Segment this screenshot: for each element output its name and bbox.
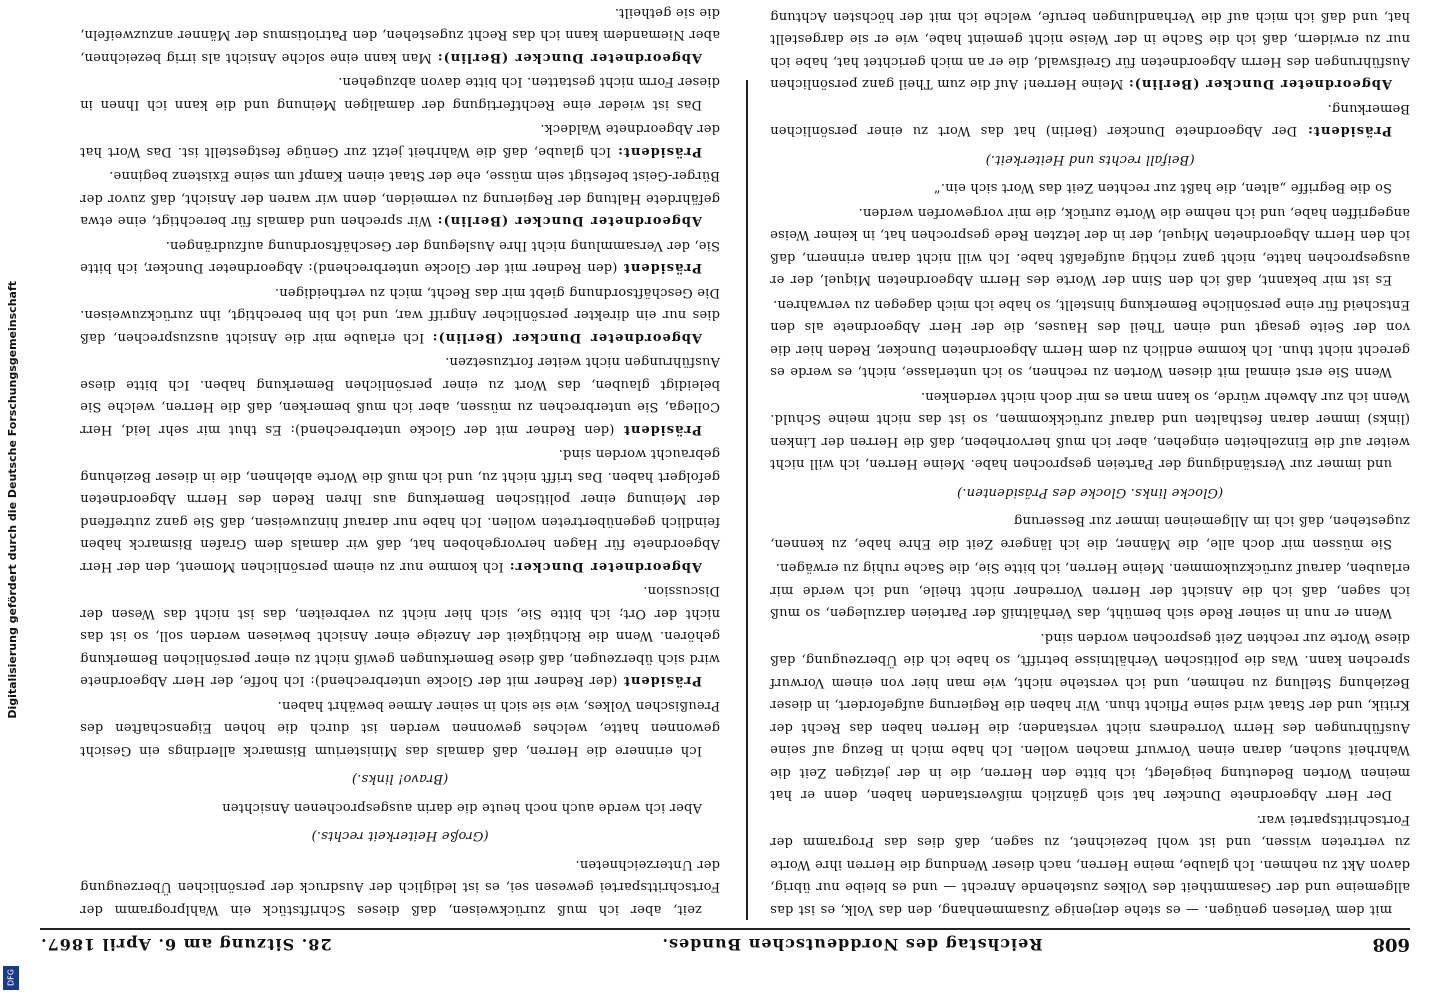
speaker-text: Man kann eine solche Ansicht als irrig bezeichnen, aber Niemandem kann ich das Recht zugestehen, den Patriotismus der Männer anzuzweifeln, die sie getheilt. (80, 5, 720, 65)
speaker-paragraph (80, 164, 720, 232)
stage-direction: (Bravo! links.) (351, 771, 449, 787)
speaker-paragraph (80, 579, 720, 692)
speaker-name: Präsident (622, 422, 702, 437)
page-title: Reichstag des Norddeutschen Bundes. (661, 935, 1043, 955)
speaker-paragraph (80, 281, 720, 349)
paragraph: Sie müssen mir doch alle, die Männer, die ich längere Zeit die Ehre habe, zu kennen, zugestehen, daß ich im Allgemeinen immer zur Besserung (770, 513, 1410, 551)
speaker-text: (den Redner mit der Glocke unterbrechend): Es thut mir sehr leid, Herr Collega, Sie unterbrechen zu müssen, aber ich muß bemerken, daß die Herren, welche Sie beleidigt glauben, das Wort zu einer persönlichen Bemerkung haben. Ich bitte diese Ausführungen nicht weiter fortzusetzen. (80, 354, 720, 437)
paragraph: zeit, aber ich muß zurückweisen, daß dieses Schriftstück ein Wahlprogramm der Fortschrittspartei gewesen sei, es ist lediglich der Ausdruck der persönlichen Überzeugung der Unterzeichneten. (80, 857, 720, 917)
paragraph: Der Herr Abgeordnete Duncker hat sich gänzlich mißverstanden haben, denn er hat meinen Worten Bedeutung beigelegt, ich bitte den Herren, die in der jetzigen Zeit die Wahrheit suchen, daran einen Vorwurf machen wollen. Ich habe mich in Bezug auf seine Ausführungen des Herrn Vorredners nicht verstanden; die Herren haben das Recht der Kritik, und der Staat wird seine Pflicht thun. Wir haben die Regierung aufgefordert, in dieser Beziehung Stellung zu nehmen, und ich verstehe nicht, wie man hier von einem Vorwurf sprechen kann. Was die politischen Verhältnisse betrifft, so habe ich die Überzeugung, daß diese Worte zur rechten Zeit gesprochen worden sind. (770, 630, 1410, 803)
speaker-paragraph (80, 234, 720, 279)
rotated-page-content (40, 5, 1410, 960)
digitization-credit (4, 20, 20, 980)
speaker-text: Wir sprechen und damals für berechtigt, eine etwa gefährdete Haltung der Regierung zu vermeiden, denn wir waren der Ansicht, daß zuvor der Bürger-Geist befestigt sein müsse, ehe der Staat einen Kampf um seine Existenz beginne. (80, 168, 720, 229)
speaker-text: Ich glaube, daß die Wahrheit jetzt zur Genüge festgestellt ist. Das Wort hat der Abgeordnete Waldeck. (80, 121, 720, 159)
right-column (80, 5, 720, 920)
speaker-text: Der Abgeordnete Duncker (Berlin) hat das Wort zu einer persönlichen Bemerkung. (770, 101, 1410, 139)
column-divider (746, 80, 748, 920)
speaker-paragraph (80, 117, 720, 162)
paragraph: Wenn er nun in seiner Rede sich bemüht, das Verhältniß der Parteien darzulegen, so muß ich sagen, daß ich die Ansicht der Herren Vorredner nicht theile, und ich werde mir erlauben, darauf zurückzukommen. Meine Herren, ich bitte Sie, die Sache ruhig zu erwägen. (770, 560, 1410, 621)
dfg-logo-text: DFG (6, 969, 16, 987)
speaker-paragraph (80, 442, 720, 577)
page-header (40, 928, 1410, 960)
paragraph: Ich erinnere die Herren, daß damals das Ministerium Bismarck allerdings ein Gesicht gewonnen hatte, welches gewonnen werden ist durch die hohen Eigenschaften des Preußischen Volkes, wie sie sich in seiner Armee bewährt haben. (80, 698, 720, 758)
speaker-name: Präsident: (1307, 123, 1392, 139)
speaker-paragraph (80, 350, 720, 440)
speaker-name: Abgeordneter Duncker (Berlin): (1127, 76, 1392, 92)
speaker-name: Abgeordneter Duncker: (508, 559, 702, 574)
speaker-text: Ich erlaube mir die Ansicht auszusprechen, daß dies nur ein direkter persönlicher Angriff war, und ich bin berechtigt, ihn zurückzuweisen. Die Geschäftsordnung giebt mir das Recht, mich zu vertheidigen. (80, 285, 720, 345)
paragraph: Aber ich werde auch noch heute die darin ausgesprochenen Ansichten (221, 800, 702, 815)
paragraph: So die Begriffe „alten, die haßt zur rechten Zeit das Wort sich ein.“ (933, 180, 1392, 196)
session-title: 28. Sitzung am 6. April 1867. (40, 935, 332, 955)
stage-direction: (Beifall rechts und Heiterkeit.) (985, 152, 1195, 167)
paragraph: und immer zur Verständigung der Parteien gesprochen habe. Meine Herren, ich will nicht weiter auf die Einzelheiten eingehen, aber ich muß hervorheben, daß die Herren der Linken (links) immer daran festhalten und darauf zurückkommen, so ist das nicht meine Schuld. Wenn ich zur Abwehr würde, so kann man es mir doch nicht verdenken. (770, 389, 1410, 472)
speaker-text: Ich komme nur zu einem persönlichen Moment, den der Herr Abgeordnete für Hagen hervorgehoben hat, daß wir damals dem Grafen Bismarck haben feindlich gegenübertreten wollen. Ich habe nur darauf hinzuweisen, daß Sie ganz zutreffend der Meinung einer politischen Bemerkung aus Ihren Reden des Herrn Abgeordneten gefolgert haben. Das trifft nicht zu, und ich muß die Worte ablehnen, die in dieser Beziehung gebraucht worden sind. (80, 446, 720, 574)
speaker-name: Präsident: (617, 144, 702, 159)
paragraph: Wenn Sie erst einmal mit diesen Worten zu rechnen, so ich unterlasse, nicht, es werde es gerecht nicht thun. Ich komme endlich zu dem Herrn Abgeordneten Duncker, Reden hier die von der Seite gesagt und einen Theil des Hauses, die der Herr Abgeordnete als den Entscheid für eine persönliche Bemerkung hinstellt, so habe ich mich dagegen zu verwahren. (770, 297, 1410, 380)
stage-direction: (Große Heiterkeit rechts.) (311, 828, 489, 844)
paragraph: Das ist wieder eine Rechtfertigung der damaligen Meinung und die kann ich Ihnen in dieser Form nicht gestatten. Ich bitte davon abzugehen. (80, 74, 720, 112)
dfg-logo (3, 966, 19, 990)
credit-text: Digitalisierung gefördert durch die Deutsche Forschungsgemeinschaft (5, 281, 19, 719)
speaker-name: Präsident (622, 673, 702, 689)
speaker-text: (den Redner mit der Glocke unterbrechend): Abgeordneter Duncker, ich bitte Sie, der Versammlung nicht Ihre Auslegung der Geschäftsordnung aufzudrängen. (80, 238, 720, 276)
page-number: 608 (1372, 934, 1410, 956)
speaker-name: Abgeordneter Duncker (Berlin): (436, 50, 702, 65)
speaker-paragraph (80, 1, 720, 69)
speaker-text: Meine Herren! Auf die zum Theil ganz persönlichen Ausführungen des Herrn Abgeordneten für Greifswald, die er an mich gerichtet hat, habe ich nur zu erwidern, daß ich die Sache in der Weise nicht gemeint habe, wie er sie dargestellt hat, und daß ich mich auf die Verhandlungen berufe, welche ich mit der höchsten Achtung (769, 9, 1410, 92)
speaker-paragraph (770, 97, 1410, 142)
speaker-name: Abgeordneter Duncker (Berlin): (431, 330, 702, 345)
speaker-paragraph (770, 0, 1410, 95)
speaker-name: Abgeordneter Duncker (Berlin): (436, 213, 702, 229)
speaker-text: (der Redner mit der Glocke unterbrechend): Ich hoffe, der Herr Abgeordnete wird sich überzeugen, daß diese Bemerkungen gewiß nicht zu einer persönlichen Bemerkung gehören. Wenn die Richtigkeit der Anzeige einer Ansicht bewiesen werden soll, so ist das nicht der Ort; ich bitte Sie, sich hier nicht zu verbreiten, das ist nicht das Wesen der Discussion. (80, 583, 720, 689)
paragraph: Es ist mir bekannt, daß ich den Sinn der Worte des Herrn Abgeordneten Miquel, der er ausgesprochen hatte, nicht ganz richtig aufgefaßt habe. Ich will nicht daran erinnern, daß ich den Herrn Abgeordneten Miquel, der in der letzten Rede gesprochen hat, in keiner Weise angegriffen habe, und ich nehme die Worte zurück, die mir vorgeworfen werden. (770, 205, 1410, 288)
speaker-name: Präsident (622, 260, 702, 276)
left-column (769, 9, 1410, 920)
stage-direction: (Glocke links. Glocke des Präsidenten.) (956, 485, 1224, 500)
paragraph: mit dem Verlesen genügen. — es stehe derjenige Zusammenhang, den das Volk, es ist das allgemeine und der Gesammtheit des Volkes zustehende Anrecht — und es bleibe nur übrig, davon Akt zu nehmen. Ich glaube, meine Herren, nach dieser Wendung die Herren ihre Worte zu vertreten wissen, und ist wohl bezeichnet, zu sagen, daß dies das Programm der Fortschrittspartei war. (770, 812, 1410, 917)
